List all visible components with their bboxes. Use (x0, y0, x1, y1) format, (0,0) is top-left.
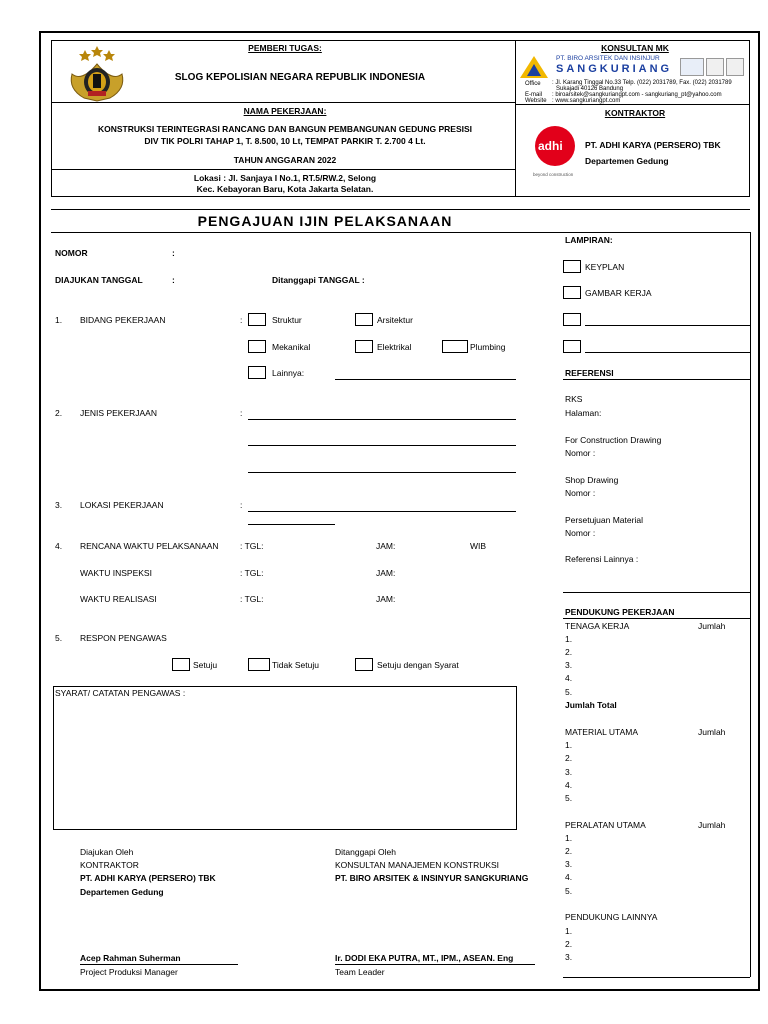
project-line-1: KONSTRUKSI TERINTEGRASI RANCANG DAN BANGUN PEMBANGUNAN GEDUNG PRESISI (97, 124, 473, 134)
kontraktor-label: KONTRAKTOR (604, 108, 666, 118)
halaman-label: Halaman: (565, 408, 602, 418)
konsultan-mk-label: KONSULTAN MK (601, 43, 669, 53)
lainnya-checkbox[interactable] (248, 366, 266, 379)
divider (563, 618, 750, 619)
lokasi-input-line[interactable] (248, 524, 335, 525)
bidang-pekerjaan-label: BIDANG PEKERJAAN (80, 315, 166, 325)
plumbing-checkbox[interactable] (442, 340, 468, 353)
nomor-label: Nomor : (565, 448, 596, 458)
jam-label: JAM: (376, 594, 396, 604)
mk-company: PT. BIRO ARSITEK & INSINYUR SANGKURIANG (335, 873, 529, 883)
rencana-waktu-label: RENCANA WAKTU PELAKSANAAN (80, 541, 219, 551)
konsultan-brand: SANGKURIANG (556, 63, 673, 75)
list-number: 5. (565, 886, 573, 896)
cert-badge-icon (680, 58, 704, 76)
pendukung-lainnya-label: PENDUKUNG LAINNYA (565, 912, 658, 922)
jumlah-label: Jumlah (698, 820, 726, 830)
tgl-label: : TGL: (240, 594, 264, 604)
referensi-label: REFERENSI (565, 368, 614, 378)
item-number: 2. (55, 408, 63, 418)
list-number: 3. (565, 859, 573, 869)
tahun-anggaran: TAHUN ANGGARAN 2022 (233, 155, 337, 165)
list-number: 5. (565, 793, 573, 803)
project-line-2: DIV TIK POLRI TAHAP 1, T. 8.500, 10 Lt, TEMPAT PARKIR T. 2.700 4 Lt. (144, 136, 426, 146)
divider (563, 977, 750, 978)
police-emblem-icon (62, 44, 132, 102)
item-number: 1. (55, 315, 63, 325)
website-value: : www.sangkuriangpt.com (552, 98, 621, 104)
ditanggapi-tanggal-label: Ditanggapi TANGGAL : (272, 275, 365, 285)
jenis-pekerjaan-label: JENIS PEKERJAAN (80, 408, 157, 418)
form-title: PENGAJUAN IJIN PELAKSANAAN (197, 213, 453, 229)
waktu-inspeksi-label: WAKTU INSPEKSI (80, 568, 152, 578)
lampiran-extra-checkbox[interactable] (563, 313, 581, 326)
respon-pengawas-label: RESPON PENGAWAS (80, 633, 167, 643)
setuju-syarat-label: Setuju dengan Syarat (377, 660, 459, 670)
jumlah-label: Jumlah (698, 727, 726, 737)
keyplan-checkbox[interactable] (563, 260, 581, 273)
for-construction-label: For Construction Drawing (565, 435, 662, 445)
mekanikal-label: Mekanikal (272, 342, 311, 352)
lokasi-line-1: Lokasi : Jl. Sanjaya I No.1, RT.5/RW.2, Selong (193, 173, 377, 183)
item-number: 4. (55, 541, 63, 551)
list-number: 3. (565, 952, 573, 962)
lampiran-label: LAMPIRAN: (565, 235, 613, 245)
list-number: 2. (565, 753, 573, 763)
diajukan-tanggal-label: DIAJUKAN TANGGAL (55, 275, 143, 285)
colon: : (172, 275, 175, 285)
pemberi-tugas-label: PEMBERI TUGAS: (248, 43, 322, 53)
kontraktor-dept: Departemen Gedung (585, 156, 669, 166)
list-number: 1. (565, 833, 573, 843)
wib-label: WIB (470, 541, 487, 551)
nomor-label: NOMOR (55, 248, 88, 258)
sangkuriang-logo-icon (519, 55, 549, 79)
tgl-label: : TGL: (240, 568, 264, 578)
lampiran-input-line[interactable] (585, 325, 750, 326)
colon: : (172, 248, 175, 258)
gambar-kerja-label: GAMBAR KERJA (585, 288, 652, 298)
syarat-catatan-box[interactable] (53, 686, 517, 830)
colon: : (240, 500, 243, 510)
colon: : (240, 315, 243, 325)
kontraktor-signer-name: Acep Rahman Suherman (80, 953, 181, 963)
lainnya-input-line[interactable] (335, 379, 516, 380)
office-label: Office (525, 81, 541, 87)
peralatan-utama-label: PERALATAN UTAMA (565, 820, 646, 830)
elektrikal-checkbox[interactable] (355, 340, 373, 353)
divider (563, 592, 750, 593)
list-number: 1. (565, 740, 573, 750)
kontraktor-company: PT. ADHI KARYA (PERSERO) TBK (80, 873, 216, 883)
persetujuan-material-label: Persetujuan Material (565, 515, 643, 525)
divider (51, 169, 515, 170)
list-number: 5. (565, 687, 573, 697)
list-number: 4. (565, 673, 573, 683)
referensi-lainnya-label: Referensi Lainnya : (565, 554, 639, 564)
lainnya-label: Lainnya: (272, 368, 305, 378)
mk-signer-name: Ir. DODI EKA PUTRA, MT., IPM., ASEAN. Eng (335, 953, 514, 963)
adhi-tagline: beyond construction (533, 172, 574, 177)
jenis-input-line[interactable] (248, 472, 516, 473)
jam-label: JAM: (376, 541, 396, 551)
nomor-label: Nomor : (565, 488, 596, 498)
syarat-catatan-label: SYARAT/ CATATAN PENGAWAS : (55, 688, 186, 698)
list-number: 4. (565, 872, 573, 882)
website-label: Website (525, 98, 547, 104)
jenis-input-line[interactable] (248, 419, 516, 420)
item-number: 3. (55, 500, 63, 510)
mk-role: KONSULTAN MANAJEMEN KONSTRUKSI (335, 860, 500, 870)
mk-signer-title: Team Leader (335, 967, 385, 977)
divider (51, 209, 750, 210)
pendukung-pekerjaan-label: PENDUKUNG PEKERJAAN (565, 607, 675, 617)
jumlah-label: Jumlah (698, 621, 726, 631)
setuju-checkbox[interactable] (172, 658, 190, 671)
jumlah-total-label: Jumlah Total (565, 700, 617, 710)
lampiran-extra-checkbox[interactable] (563, 340, 581, 353)
tenaga-kerja-label: TENAGA KERJA (565, 621, 630, 631)
office-value: : Jl. Karang Tinggal No.33 Telp. (022) 2031789, Fax. (022) 2031789 (552, 80, 732, 86)
signature-line (80, 964, 238, 965)
list-number: 1. (565, 634, 573, 644)
email-value: : biroarsitek@sangkuriangpt.com - sangkuriang_pt@yahoo.com (552, 92, 722, 98)
owner-name: SLOG KEPOLISIAN NEGARA REPUBLIK INDONESIA (174, 72, 426, 83)
lokasi-line-2: Kec. Kebayoran Baru, Kota Jakarta Selatan. (196, 184, 374, 194)
kontraktor-name: PT. ADHI KARYA (PERSERO) TBK (585, 140, 721, 150)
divider (51, 102, 515, 103)
tidak-setuju-checkbox[interactable] (248, 658, 270, 671)
struktur-label: Struktur (272, 315, 302, 325)
kontraktor-signer-title: Project Produksi Manager (80, 967, 178, 977)
nomor-label: Nomor : (565, 528, 596, 538)
kontraktor-department: Departemen Gedung (80, 887, 164, 897)
setuju-syarat-checkbox[interactable] (355, 658, 373, 671)
divider (51, 232, 750, 233)
list-number: 2. (565, 939, 573, 949)
lokasi-pekerjaan-label: LOKASI PEKERJAAN (80, 500, 164, 510)
item-number: 5. (55, 633, 63, 643)
tidak-setuju-label: Tidak Setuju (272, 660, 319, 670)
list-number: 2. (565, 846, 573, 856)
nama-pekerjaan-label: NAMA PEKERJAAN: (243, 106, 327, 116)
office-value-2: Sukajadi 40126 Bandung (556, 86, 624, 92)
arsitektur-checkbox[interactable] (355, 313, 373, 326)
lokasi-input-line[interactable] (248, 511, 516, 512)
divider (563, 379, 750, 380)
arsitektur-label: Arsitektur (377, 315, 413, 325)
elektrikal-label: Elektrikal (377, 342, 412, 352)
signature-line (335, 964, 535, 965)
material-utama-label: MATERIAL UTAMA (565, 727, 639, 737)
jam-label: JAM: (376, 568, 396, 578)
ditanggapi-oleh: Ditanggapi Oleh (335, 847, 396, 857)
cert-badge-icon (706, 58, 724, 76)
list-number: 4. (565, 780, 573, 790)
mekanikal-checkbox[interactable] (248, 340, 266, 353)
setuju-label: Setuju (193, 660, 218, 670)
diajukan-oleh: Diajukan Oleh (80, 847, 134, 857)
email-label: E-mail (525, 92, 543, 98)
list-number: 1. (565, 926, 573, 936)
jenis-input-line[interactable] (248, 445, 516, 446)
cert-badge-icon (726, 58, 744, 76)
struktur-checkbox[interactable] (248, 313, 266, 326)
divider (515, 40, 516, 197)
tgl-label: : TGL: (240, 541, 264, 551)
list-number: 3. (565, 660, 573, 670)
adhi-logo-text: adhi (538, 139, 563, 153)
plumbing-label: Plumbing (470, 342, 506, 352)
divider (515, 104, 750, 105)
konsultan-name-small: PT. BIRO ARSITEK DAN INSINJUR (556, 55, 660, 62)
colon: : (240, 408, 243, 418)
lampiran-input-line[interactable] (585, 352, 750, 353)
shop-drawing-label: Shop Drawing (565, 475, 619, 485)
waktu-realisasi-label: WAKTU REALISASI (80, 594, 157, 604)
gambar-kerja-checkbox[interactable] (563, 286, 581, 299)
divider (750, 232, 751, 977)
list-number: 3. (565, 767, 573, 777)
rks-label: RKS (565, 394, 583, 404)
kontraktor-role: KONTRAKTOR (80, 860, 139, 870)
list-number: 2. (565, 647, 573, 657)
keyplan-label: KEYPLAN (585, 262, 625, 272)
